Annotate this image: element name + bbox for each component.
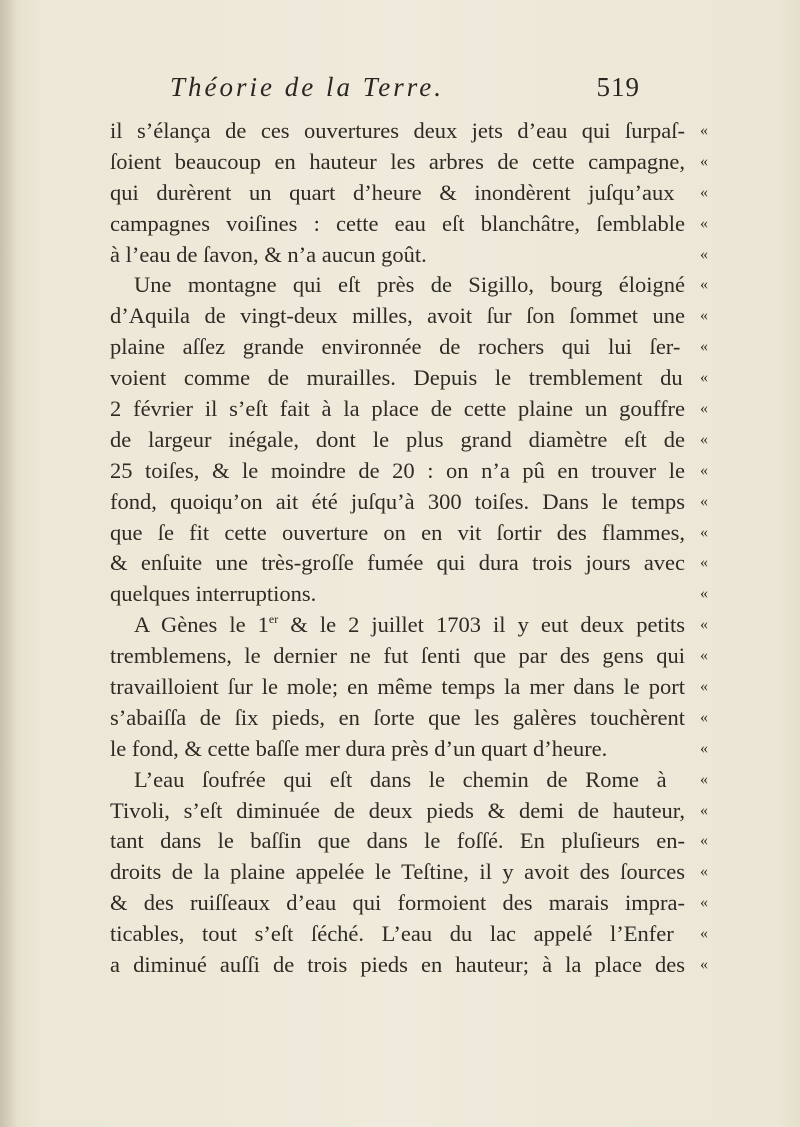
text-line: [110, 456, 730, 487]
text-line: [110, 888, 730, 919]
text-line: [110, 240, 730, 271]
quotation-mark: «: [700, 276, 708, 294]
text-line: [110, 147, 730, 178]
text-line: [110, 332, 730, 363]
line-text: & des ruiſſeaux d’eau qui formoient des marais impra-: [110, 890, 685, 916]
text-line: [110, 116, 730, 147]
text-line: [110, 270, 730, 301]
line-text: s’abaiſſa de ſix pieds, en ſorte que les galères touchèrent: [110, 704, 686, 730]
text-line: [110, 363, 730, 394]
line-text: le fond, & cette baſſe mer dura près d’un quart d’heure.: [110, 735, 608, 761]
line-text: [110, 610, 685, 641]
line-text: plaine aſſez grande environnée de rochers qui lui ſer-: [110, 334, 681, 360]
quotation-mark: «: [700, 708, 708, 726]
quotation-mark: «: [700, 801, 708, 819]
line-text: fond, quoiqu’on ait été juſqu’à 300 toiſes. Dans le temps: [110, 488, 685, 514]
quotation-mark: «: [700, 430, 708, 448]
quotation-mark: «: [700, 770, 708, 788]
quotation-mark: «: [700, 863, 708, 881]
text-line: [110, 826, 730, 857]
line-text: 25 toiſes, & le moindre de 20 : on n’a pû en trouver le: [110, 457, 685, 483]
quotation-mark: «: [700, 832, 708, 850]
quotation-mark: «: [700, 214, 708, 232]
text-line: [110, 641, 730, 672]
text-line: [110, 301, 730, 332]
text-line: [110, 796, 730, 827]
quotation-mark: «: [700, 307, 708, 325]
quotation-mark: «: [700, 461, 708, 479]
text-line: [110, 487, 730, 518]
quotation-mark: «: [700, 400, 708, 418]
line-text-part: A Gènes le 1: [134, 612, 269, 638]
page-number: 519: [596, 72, 640, 102]
quotation-mark: «: [700, 183, 708, 201]
page-gutter-shadow: [0, 0, 18, 1127]
line-text: à l’eau de ſavon, & n’a aucun goût.: [110, 241, 427, 267]
ordinal-superscript: er: [268, 612, 279, 627]
line-text: Une montagne qui eſt près de Sigillo, bourg éloigné: [134, 272, 685, 298]
quotation-mark: «: [700, 616, 708, 634]
text-line: [110, 548, 730, 579]
quotation-mark: «: [700, 492, 708, 510]
quotation-mark: «: [700, 956, 708, 974]
quotation-mark: «: [700, 245, 708, 263]
line-text: il s’élança de ces ouvertures deux jets d’eau qui ſurpaſ-: [110, 118, 685, 143]
text-line: [110, 425, 730, 456]
text-line: [110, 857, 730, 888]
text-line: [110, 178, 730, 209]
line-text: quelques interruptions.: [110, 581, 317, 607]
line-text: Tivoli, s’eſt diminuée de deux pieds & demi de hauteur,: [110, 797, 686, 823]
line-text: d’Aquila de vingt-deux milles, avoit ſur ſon ſommet une: [110, 303, 686, 329]
quotation-mark: «: [700, 647, 708, 665]
quotation-mark: «: [700, 925, 708, 943]
line-text: ſoient beaucoup en hauteur les arbres de cette campagne,: [110, 148, 685, 174]
text-line: [110, 579, 730, 610]
line-text: voient comme de murailles. Depuis le tremblement du: [110, 365, 683, 391]
quotation-mark: «: [700, 585, 708, 603]
running-header: [170, 72, 640, 112]
quotation-mark: «: [700, 523, 708, 541]
line-text: de largeur inégale, dont le plus grand diamètre eſt de: [110, 426, 685, 452]
text-line: [110, 610, 730, 641]
line-text: travailloient ſur le mole; en même temps la mer dans le port: [110, 674, 686, 700]
text-line: [110, 518, 730, 549]
quotation-mark: «: [700, 678, 708, 696]
quotation-mark: «: [700, 894, 708, 912]
text-line: [110, 919, 730, 950]
line-text: L’eau ſoufrée qui eſt dans le chemin de Rome à: [134, 766, 667, 792]
text-line: [110, 765, 730, 796]
quotation-mark: «: [700, 122, 708, 139]
text-line: [110, 703, 730, 734]
line-text-part: & le 2 juillet 1703 il y eut deux petits: [278, 612, 685, 638]
running-title: Théorie de la Terre.: [170, 72, 444, 102]
quotation-mark: «: [700, 369, 708, 387]
line-text: que ſe fit cette ouverture on en vit ſortir des flammes,: [110, 519, 686, 545]
quotation-mark: «: [700, 338, 708, 356]
line-text: a diminué auſſi de trois pieds en hauteur; à la place des: [110, 952, 686, 978]
quotation-mark: «: [700, 554, 708, 572]
line-text: droits de la plaine appelée le Teſtine, il y avoit des ſources: [110, 859, 686, 885]
line-text: & enſuite une très-groſſe fumée qui dura trois jours avec: [110, 550, 686, 576]
text-line: [110, 950, 730, 981]
body-text: [110, 116, 730, 981]
line-text: tremblemens, le dernier ne fut ſenti que par des gens qui: [110, 643, 685, 669]
text-line: [110, 209, 730, 240]
text-line: [110, 734, 730, 765]
quotation-mark: «: [700, 152, 708, 170]
text-line: [110, 394, 730, 425]
text-line: [110, 672, 730, 703]
line-text: qui durèrent un quart d’heure & inondèrent juſqu’aux: [110, 179, 675, 205]
line-text: 2 février il s’eſt fait à la place de cette plaine un gouffre: [110, 396, 685, 422]
line-text: campagnes voiſines : cette eau eſt blanchâtre, ſemblable: [110, 210, 685, 236]
line-text: tant dans le baſſin que dans le foſſé. En pluſieurs en-: [110, 828, 685, 854]
quotation-mark: «: [700, 739, 708, 757]
line-text: ticables, tout s’eſt ſéché. L’eau du lac appelé l’Enfer: [110, 921, 674, 947]
